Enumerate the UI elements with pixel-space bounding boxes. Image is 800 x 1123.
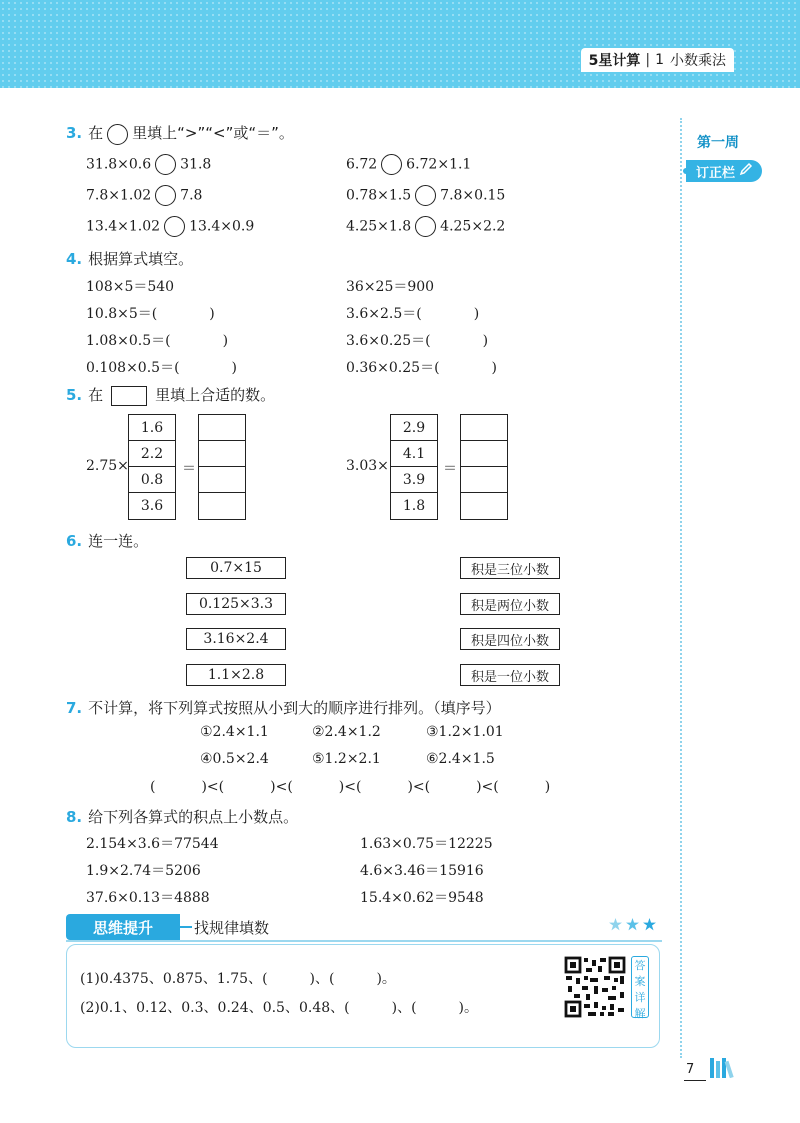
- expression-box[interactable]: 0.7×15: [186, 557, 286, 579]
- correction-text: 订正栏: [696, 165, 736, 181]
- expression-box[interactable]: 1.1×2.8: [186, 664, 286, 686]
- factor-cell: 3.9: [391, 467, 437, 493]
- compare-item: 13.4×1.02 13.4×0.9: [86, 216, 254, 237]
- decimal-item[interactable]: 2.154×3.6＝77544: [86, 836, 219, 852]
- expression-box[interactable]: 3.16×2.4: [186, 628, 286, 650]
- question-8-title: [66, 806, 298, 827]
- answer-cell[interactable]: [199, 415, 245, 441]
- question-5-title: [66, 384, 275, 406]
- fill-item[interactable]: 0.108×0.5＝( ): [86, 360, 238, 376]
- compare-circle[interactable]: [155, 185, 176, 206]
- factor-cell: 0.8: [129, 467, 175, 493]
- compare-item: 0.78×1.5 7.8×0.15: [346, 185, 505, 206]
- compare-circle[interactable]: [415, 216, 436, 237]
- header-tab: [581, 48, 734, 72]
- chapter-name: 小数乘法: [670, 53, 726, 69]
- star-icon: [609, 918, 622, 931]
- page-number: 7: [686, 1062, 695, 1077]
- property-box[interactable]: 积是一位小数: [460, 664, 560, 686]
- answer-cell[interactable]: [461, 415, 507, 441]
- answer-column-left: [198, 414, 246, 520]
- property-box[interactable]: 积是三位小数: [460, 557, 560, 579]
- thinking-subtitle: 找规律填数: [194, 918, 270, 937]
- order-item: ⑥2.4×1.5: [426, 751, 495, 767]
- order-item: ③1.2×1.01: [426, 724, 504, 740]
- factor-cell: 2.2: [129, 441, 175, 467]
- circle-blank: [107, 124, 128, 145]
- fill-item: 108×5＝540: [86, 279, 175, 295]
- expression-box[interactable]: 0.125×3.3: [186, 593, 286, 615]
- header-separator: |: [645, 52, 651, 68]
- question-number: 3.: [66, 124, 83, 142]
- correction-column-label: [686, 160, 762, 182]
- thinking-section-header: [66, 914, 662, 940]
- factor-column-right: [390, 414, 438, 520]
- question-text: 里填上合适的数。: [155, 386, 276, 404]
- square-blank: [111, 386, 147, 406]
- fill-item[interactable]: 10.8×5＝( ): [86, 306, 215, 322]
- question-text: 里填上“>”“<”或“＝”。: [132, 124, 294, 142]
- compare-item: 6.72 6.72×1.1: [346, 154, 471, 175]
- equals-sign: ＝: [443, 461, 457, 477]
- pencil-icon: [739, 162, 753, 180]
- pattern-question-1[interactable]: (1)0.4375、0.875、1.75、( )、( )。: [80, 971, 396, 987]
- title-connector: [180, 926, 192, 928]
- question-text: 连一连。: [88, 532, 149, 550]
- compare-circle[interactable]: [415, 185, 436, 206]
- answer-cell[interactable]: [461, 493, 507, 519]
- question-number: 5.: [66, 386, 83, 404]
- answer-cell[interactable]: [461, 467, 507, 493]
- fill-item: 36×25＝900: [346, 279, 435, 295]
- thinking-title: 思维提升: [66, 914, 180, 940]
- answer-cell[interactable]: [199, 467, 245, 493]
- books-icon: [708, 1056, 738, 1082]
- decimal-item[interactable]: 1.9×2.74＝5206: [86, 863, 201, 879]
- factor-cell: 1.6: [129, 415, 175, 441]
- pattern-question-2[interactable]: (2)0.1、0.12、0.3、0.24、0.5、0.48、( )、( )。: [80, 1000, 478, 1016]
- question-4-title: [66, 248, 193, 269]
- order-item: ⑤1.2×2.1: [312, 751, 381, 767]
- fill-item[interactable]: 1.08×0.5＝( ): [86, 333, 229, 349]
- chapter-number: 1: [655, 52, 664, 68]
- multiplier-left: 2.75×: [86, 458, 129, 474]
- question-number: 8.: [66, 808, 83, 826]
- compare-circle[interactable]: [164, 216, 185, 237]
- compare-circle[interactable]: [155, 154, 176, 175]
- question-number: 4.: [66, 250, 83, 268]
- question-text: 在: [88, 386, 104, 404]
- qr-code-icon[interactable]: [564, 956, 626, 1018]
- decimal-item[interactable]: 4.6×3.46＝15916: [360, 863, 484, 879]
- answer-column-right: [460, 414, 508, 520]
- order-answer-row[interactable]: ( )<( )<( )<( )<( )<( ): [150, 779, 551, 795]
- order-item: ②2.4×1.2: [312, 724, 381, 740]
- compare-item: 31.8×0.6 31.8: [86, 154, 211, 175]
- header-band: [0, 0, 800, 88]
- multiplier-right: 3.03×: [346, 458, 389, 474]
- question-text: 在: [88, 124, 104, 142]
- page-number-underline: [684, 1080, 706, 1081]
- factor-cell: 3.6: [140, 498, 164, 514]
- question-3-title: [66, 122, 294, 145]
- factor-cell: 4.1: [391, 441, 437, 467]
- star-icon: [626, 918, 639, 931]
- question-text: 根据算式填空。: [88, 250, 194, 268]
- decimal-item[interactable]: 37.6×0.13＝4888: [86, 890, 210, 906]
- week-label: 第一周: [697, 135, 739, 151]
- question-text: 不计算，将下列算式按照从小到大的顺序进行排列。（填序号）: [88, 699, 501, 717]
- fill-item[interactable]: 3.6×0.25＝( ): [346, 333, 489, 349]
- question-text: 给下列各算式的积点上小数点。: [88, 808, 299, 826]
- compare-circle[interactable]: [381, 154, 402, 175]
- difficulty-stars: [609, 918, 656, 931]
- decimal-item[interactable]: 15.4×0.62＝9548: [360, 890, 484, 906]
- correction-margin-line: [680, 118, 682, 1058]
- answer-cell[interactable]: [461, 441, 507, 467]
- property-box[interactable]: 积是四位小数: [460, 628, 560, 650]
- question-number: 7.: [66, 699, 83, 717]
- property-box[interactable]: 积是两位小数: [460, 593, 560, 615]
- order-item: ①2.4×1.1: [200, 724, 269, 740]
- question-6-title: [66, 530, 148, 551]
- decimal-item[interactable]: 1.63×0.75＝12225: [360, 836, 493, 852]
- fill-item[interactable]: 3.6×2.5＝( ): [346, 306, 480, 322]
- factor-column-left: [128, 414, 176, 520]
- compare-item: 7.8×1.02 7.8: [86, 185, 202, 206]
- section-rule: [66, 940, 662, 942]
- question-7-title: [66, 697, 501, 718]
- factor-cell: 1.8: [402, 498, 426, 514]
- answer-explanation-label: 答 案 详 解: [631, 956, 649, 1018]
- label-dot: [683, 168, 689, 174]
- equals-sign: ＝: [182, 461, 196, 477]
- compare-item: 4.25×1.8 4.25×2.2: [346, 216, 505, 237]
- answer-cell[interactable]: [199, 441, 245, 467]
- factor-cell: 2.9: [391, 415, 437, 441]
- star-icon: [643, 918, 656, 931]
- answer-cell[interactable]: [199, 493, 245, 519]
- question-number: 6.: [66, 532, 83, 550]
- order-item: ④0.5×2.4: [200, 751, 269, 767]
- fill-item[interactable]: 0.36×0.25＝( ): [346, 360, 498, 376]
- book-title: 5星计算: [588, 53, 641, 69]
